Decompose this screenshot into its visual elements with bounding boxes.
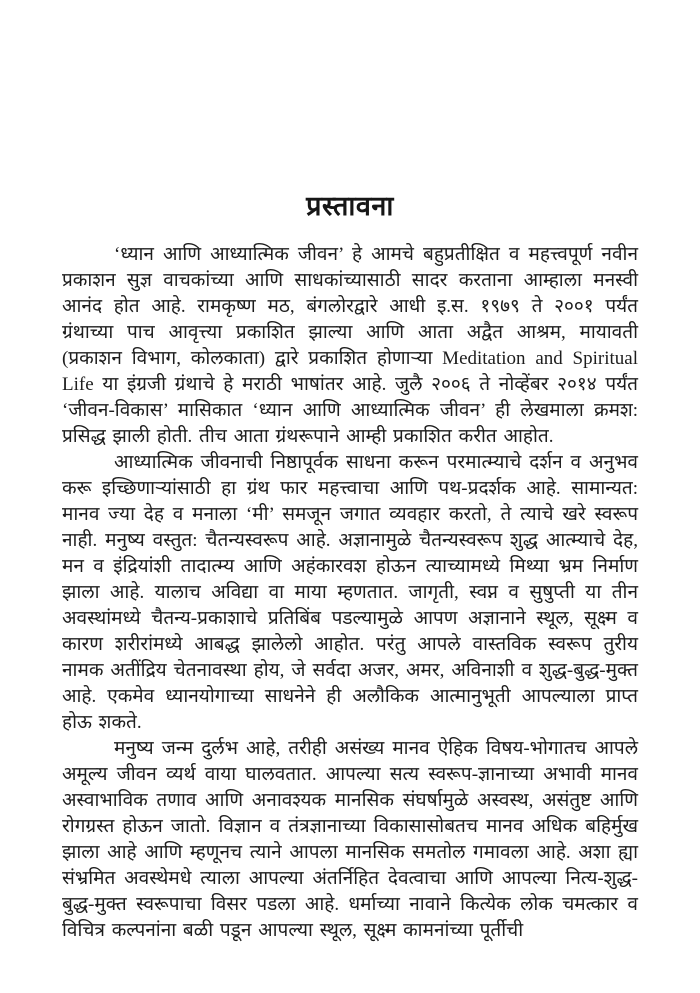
paragraph-1: ‘ध्यान आणि आध्यात्मिक जीवन’ हे आमचे बहुप्रतीक्षित व महत्त्वपूर्ण नवीन प्रकाशन सुज्ञ वाचकांच्या आणि साधकांच्यासाठी सादर करताना आम्हाला मनस्वी आनंद होत आहे. रामकृष्ण मठ, बंगलोरद्वारे आधी इ.स. १९७९ ते २००१ पर्यंत ग्रंथाच्या पाच आवृत्त्या प्रकाशित झाल्या आणि आता अद्वैत आश्रम, मायावती (प्रकाशन विभाग, कोलकाता) द्वारे प्रकाशित होणाऱ्या Meditation and Spiritual Life या इंग्रजी ग्रंथाचे हे मराठी भाषांतर आहे. जुलै २००६ ते नोव्हेंबर २०१४ पर्यंत ‘जीवन-विकास’ मासिकात ‘ध्यान आणि आध्यात्मिक जीवन’ ही लेखमाला क्रमश: प्रसिद्ध झाली होती. तीच आता ग्रंथरूपाने आम्ही प्रकाशित करीत आहोत. — [62, 244, 638, 447]
paragraph-3: मनुष्य जन्म दुर्लभ आहे, तरीही असंख्य मानव ऐहिक विषय-भोगातच आपले अमूल्य जीवन व्यर्थ वाया घालवतात. आपल्या सत्य स्वरूप-ज्ञानाच्या अभावी मानव अस्वाभाविक तणाव आणि अनावश्यक मानसिक संघर्षामुळे अस्वस्थ, असंतुष्ट आणि रोगग्रस्त होऊन जातो. विज्ञान व तंत्रज्ञानाच्या विकासासोबतच मानव अधिक बहिर्मुख झाला आहे आणि म्हणूनच त्याने आपला मानसिक समतोल गमावला आहे. अशा ह्या संभ्रमित अवस्थेमधे त्याला आपल्या अंतर्निहित देवत्वाचा आणि आपल्या नित्य-शुद्ध-बुद्ध-मुक्त स्वरूपाचा विसर पडला आहे. धर्माच्या नावाने कित्येक लोक चमत्कार व विचित्र कल्पनांना बळी पडून आपल्या स्थूल, सूक्ष्म कामनांच्या पूर्तीची — [62, 738, 638, 941]
page-title: प्रस्तावना — [306, 191, 394, 221]
body-text — [62, 242, 638, 944]
paragraph-2: आध्यात्मिक जीवनाची निष्ठापूर्वक साधना करून परमात्म्याचे दर्शन व अनुभव करू इच्छिणाऱ्यांसाठी हा ग्रंथ फार महत्त्वाचा आणि पथ-प्रदर्शक आहे. सामान्यत: मानव ज्या देह व मनाला ‘मी’ समजून जगात व्यवहार करतो, ते त्याचे खरे स्वरूप नाही. मनुष्य वस्तुत: चैतन्यस्वरूप आहे. अज्ञानामुळे चैतन्यस्वरूप शुद्ध आत्म्याचे देह, मन व इंद्रियांशी तादात्म्य आणि अहंकारवश होऊन त्याच्यामध्ये मिथ्या भ्रम निर्माण झाला आहे. यालाच अविद्या वा माया म्हणतात. जागृती, स्वप्न व सुषुप्ती या तीन अवस्थांमध्ये चैतन्य-प्रकाशाचे प्रतिबिंब पडल्यामुळे आपण अज्ञानाने स्थूल, सूक्ष्म व कारण शरीरांमध्ये आबद्ध झालेलो आहोत. परंतु आपले वास्तविक स्वरूप तुरीय नामक अतींद्रिय चेतनावस्था होय, जे सर्वदा अजर, अमर, अविनाशी व शुद्ध-बुद्ध-मुक्त आहे. एकमेव ध्यानयोगाच्या साधनेने ही अलौकिक आत्मानुभूती आपल्याला प्राप्त होऊ शकते. — [62, 452, 638, 733]
